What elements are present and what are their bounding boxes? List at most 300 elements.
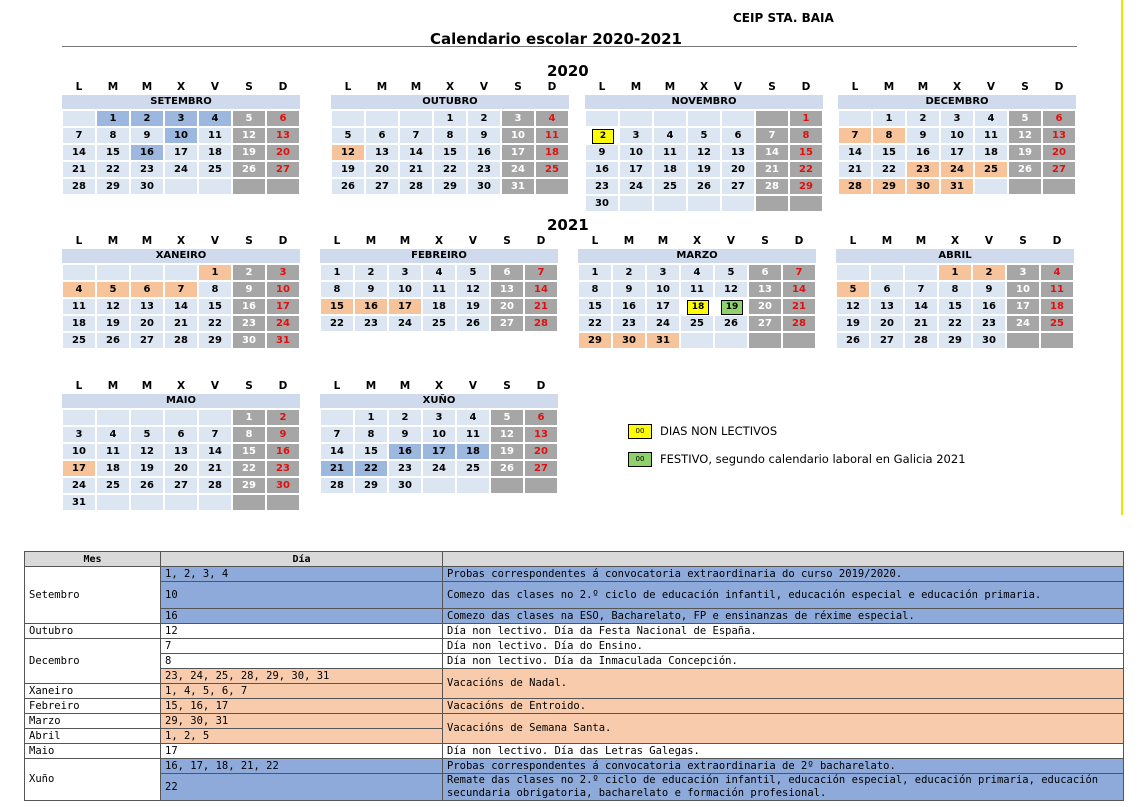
calendar-day: 1 (354, 409, 388, 426)
legend-label-green: FESTIVO, segundo calendario laboral en Galicia 2021 (660, 452, 966, 466)
row-dia: 8 (161, 654, 443, 669)
day-header: X (952, 81, 962, 93)
calendar-day: 1 (320, 264, 354, 281)
calendar-day: 4 (1040, 264, 1074, 281)
calendar-empty-day (524, 477, 558, 494)
calendar-day: 19 (130, 460, 164, 477)
calendar-day: 28 (755, 178, 789, 195)
calendar-day: 3 (646, 264, 680, 281)
calendar-empty-day (422, 477, 456, 494)
calendar-day: 17 (940, 144, 974, 161)
calendar-day: 28 (164, 332, 198, 349)
calendar-day: 5 (714, 264, 748, 281)
calendar-day: 10 (501, 127, 535, 144)
calendar-empty-day (198, 178, 232, 195)
calendar-day: 31 (501, 178, 535, 195)
calendar-day: 31 (940, 178, 974, 195)
calendar-day: 14 (198, 443, 232, 460)
calendar-day: 8 (433, 127, 467, 144)
calendar-empty-day (62, 264, 96, 281)
calendar-day: 21 (164, 315, 198, 332)
non-lectivo-tag: 18 (687, 300, 709, 315)
calendar-day: 15 (354, 443, 388, 460)
calendar-empty-day (755, 195, 789, 212)
calendar-day: 10 (266, 281, 300, 298)
day-header-row (578, 234, 816, 248)
day-header-row (585, 80, 823, 94)
calendar-day: 12 (130, 443, 164, 460)
row-desc: Día non lectivo. Día das Letras Galegas. (443, 744, 1124, 759)
dates-table (24, 551, 1124, 801)
calendar-day: 9 (232, 281, 266, 298)
day-header: S (768, 81, 776, 93)
month-setembro: Setembro (25, 567, 161, 624)
calendar-day: 15 (938, 298, 972, 315)
calendar-day: 16 (232, 298, 266, 315)
calendar-day: 23 (585, 178, 619, 195)
month-name: MARZO (578, 249, 816, 264)
calendar-day: 11 (456, 426, 490, 443)
month-name: XUÑO (320, 394, 558, 409)
calendar-day: 29 (232, 477, 266, 494)
calendar-day: 14 (62, 144, 96, 161)
calendar-day: 19 (490, 443, 524, 460)
calendar-day: 5 (1008, 110, 1042, 127)
calendar-empty-day (198, 409, 232, 426)
calendar-empty-day (714, 332, 748, 349)
calendar-day (680, 298, 714, 315)
calendar-day: 26 (130, 477, 164, 494)
calendar-empty-day (365, 110, 399, 127)
calendar-empty-day (838, 110, 872, 127)
calendar-empty-day (789, 195, 823, 212)
calendar-day: 4 (96, 426, 130, 443)
calendar-day: 13 (524, 426, 558, 443)
row-dia: 1, 4, 5, 6, 7 (161, 684, 443, 699)
calendar-empty-day (164, 409, 198, 426)
calendar-empty-day (680, 332, 714, 349)
calendar-day: 28 (198, 477, 232, 494)
calendar-day: 29 (872, 178, 906, 195)
day-header: L (849, 235, 857, 247)
calendar-day: 18 (198, 144, 232, 161)
calendar-day: 24 (422, 460, 456, 477)
calendar-day: 21 (782, 298, 816, 315)
day-header: V (984, 235, 994, 247)
calendar-day: 19 (836, 315, 870, 332)
calendar-day: 25 (456, 460, 490, 477)
calendar-day: 18 (974, 144, 1008, 161)
day-header: L (75, 380, 83, 392)
calendar-day: 27 (266, 161, 300, 178)
calendar-day: 23 (467, 161, 501, 178)
calendar-empty-day (748, 332, 782, 349)
calendar-day: 20 (130, 315, 164, 332)
calendar-day: 20 (365, 161, 399, 178)
day-header: M (399, 235, 411, 247)
calendar-empty-day (266, 494, 300, 511)
calendar-day: 25 (422, 315, 456, 332)
calendar-day: 25 (535, 161, 569, 178)
calendar-day: 19 (1008, 144, 1042, 161)
calendar-empty-day (1042, 178, 1076, 195)
calendar-day: 30 (232, 332, 266, 349)
day-header-row (62, 379, 300, 393)
calendar-day: 13 (721, 144, 755, 161)
calendar-day: 2 (266, 409, 300, 426)
calendar-day: 10 (62, 443, 96, 460)
calendar-day: 6 (1042, 110, 1076, 127)
calendar-empty-day (653, 110, 687, 127)
calendar-day: 18 (456, 443, 490, 460)
legend-swatch-green: 00 (628, 452, 652, 467)
calendar-day: 5 (130, 426, 164, 443)
calendar-empty-day (619, 195, 653, 212)
calendar-day: 16 (612, 298, 646, 315)
calendar-empty-day (130, 494, 164, 511)
day-header: X (176, 235, 186, 247)
month-name: NOVEMBRO (585, 95, 823, 110)
calendar-day: 12 (456, 281, 490, 298)
calendar-day: 24 (266, 315, 300, 332)
calendar-day: 24 (646, 315, 680, 332)
calendar-empty-day (870, 264, 904, 281)
calendar-day: 19 (96, 315, 130, 332)
calendar-day: 19 (456, 298, 490, 315)
calendar-day: 3 (266, 264, 300, 281)
calendar-day: 16 (906, 144, 940, 161)
calendar-empty-day (164, 178, 198, 195)
row-desc: Día non lectivo. Día do Ensino. (443, 639, 1124, 654)
calendar-empty-day (456, 477, 490, 494)
calendar-day: 11 (680, 281, 714, 298)
calendar-day: 7 (164, 281, 198, 298)
calendar-day: 20 (266, 144, 300, 161)
row-desc: Día non lectivo. Día da Inmaculada Concepción. (443, 654, 1124, 669)
day-header: M (107, 81, 119, 93)
calendar-day: 15 (789, 144, 823, 161)
calendar-day: 8 (872, 127, 906, 144)
calendar-empty-day (782, 332, 816, 349)
calendar-day: 17 (62, 460, 96, 477)
calendar-day: 5 (331, 127, 365, 144)
day-header: M (630, 81, 642, 93)
calendar-day: 26 (96, 332, 130, 349)
calendar-day: 3 (619, 127, 653, 144)
calendar-empty-day (653, 195, 687, 212)
calendar-day: 6 (130, 281, 164, 298)
calendar-day: 6 (721, 127, 755, 144)
calendar-day: 24 (619, 178, 653, 195)
calendar-day: 13 (1042, 127, 1076, 144)
calendar-day: 30 (612, 332, 646, 349)
calendar-day: 12 (490, 426, 524, 443)
calendar-day: 21 (399, 161, 433, 178)
calendar-day: 14 (838, 144, 872, 161)
calendar-day: 9 (585, 144, 619, 161)
calendar-day: 30 (388, 477, 422, 494)
calendar-day: 9 (388, 426, 422, 443)
calendar-day: 19 (331, 161, 365, 178)
calendar-day: 30 (585, 195, 619, 212)
day-header: M (881, 235, 893, 247)
month-xuno: Xuño (25, 759, 161, 801)
calendar-day: 17 (388, 298, 422, 315)
calendar-day: 14 (399, 144, 433, 161)
calendar-day: 19 (687, 161, 721, 178)
month-name: SETEMBRO (62, 95, 300, 110)
year-2021: 2021 (547, 216, 589, 234)
calendar-day: 18 (62, 315, 96, 332)
day-header: V (210, 235, 220, 247)
calendar-day: 13 (266, 127, 300, 144)
row-desc: Remate das clases no 2.º ciclo de educación infantil, educación especial, educación primaria, educación secundaria obrigatoria, bacharelato e formación profesional. (443, 774, 1124, 801)
calendar-empty-day (130, 264, 164, 281)
calendar-day: 1 (789, 110, 823, 127)
calendar-day: 9 (266, 426, 300, 443)
calendar-day: 21 (320, 460, 354, 477)
calendar-day: 2 (388, 409, 422, 426)
calendar-empty-day (62, 110, 96, 127)
calendar-day: 12 (331, 144, 365, 161)
calendar-day: 30 (266, 477, 300, 494)
day-header: V (468, 380, 478, 392)
calendar-day: 29 (433, 178, 467, 195)
day-header-row (320, 379, 558, 393)
calendar-day: 6 (870, 281, 904, 298)
calendar-day: 21 (524, 298, 558, 315)
day-header: S (514, 81, 522, 93)
day-header: M (141, 235, 153, 247)
calendar-empty-day (535, 178, 569, 195)
calendar-day: 15 (433, 144, 467, 161)
calendar-day: 27 (164, 477, 198, 494)
calendar-day: 3 (62, 426, 96, 443)
calendar-day: 4 (456, 409, 490, 426)
calendar-empty-day (1006, 332, 1040, 349)
calendar-day: 26 (1008, 161, 1042, 178)
calendar-day: 21 (755, 161, 789, 178)
calendar-day: 31 (266, 332, 300, 349)
calendar-day: 22 (198, 315, 232, 332)
calendar-day: 7 (524, 264, 558, 281)
calendar-day: 13 (130, 298, 164, 315)
calendar-day: 27 (490, 315, 524, 332)
calendar-day: 27 (721, 178, 755, 195)
day-header: L (851, 81, 859, 93)
day-header: V (986, 81, 996, 93)
row-dia: 16 (161, 609, 443, 624)
day-header: D (1054, 81, 1064, 93)
col-header-dia: Día (161, 552, 443, 567)
calendar-day: 10 (940, 127, 974, 144)
day-header-row (836, 234, 1074, 248)
calendar-day: 23 (612, 315, 646, 332)
calendar-day: 21 (838, 161, 872, 178)
calendar-empty-day (164, 494, 198, 511)
calendar-day: 1 (96, 110, 130, 127)
calendar-day: 15 (198, 298, 232, 315)
row-dia: 1, 2, 5 (161, 729, 443, 744)
day-header: D (278, 380, 288, 392)
month-abril: Abril (25, 729, 161, 744)
col-header-desc (443, 552, 1124, 567)
row-desc: Comezo das clases no 2.º ciclo de educación infantil, educación especial e educación primaria. (443, 582, 1124, 609)
calendar-day: 1 (872, 110, 906, 127)
calendar-day: 22 (578, 315, 612, 332)
calendar-day: 1 (938, 264, 972, 281)
calendar-day: 8 (320, 281, 354, 298)
calendar-day: 17 (619, 161, 653, 178)
calendar-day: 24 (940, 161, 974, 178)
row-dia: 12 (161, 624, 443, 639)
month-marzo: Marzo (25, 714, 161, 729)
calendar-day: 18 (1040, 298, 1074, 315)
day-header: M (664, 81, 676, 93)
calendar-day: 7 (782, 264, 816, 281)
calendar-day: 7 (198, 426, 232, 443)
day-header: M (141, 380, 153, 392)
day-header: V (479, 81, 489, 93)
page-title: Calendario escolar 2020-2021 (430, 30, 682, 48)
row-desc: Comezo das clases na ESO, Bacharelato, FP e ensinanzas de réxime especial. (443, 609, 1124, 624)
calendar-day: 17 (1006, 298, 1040, 315)
calendar-day: 10 (164, 127, 198, 144)
calendar-day: 14 (904, 298, 938, 315)
calendar-day: 14 (524, 281, 558, 298)
calendar-day: 9 (612, 281, 646, 298)
calendar-day: 28 (904, 332, 938, 349)
calendar-empty-day (232, 178, 266, 195)
day-header: M (915, 235, 927, 247)
day-header: L (333, 380, 341, 392)
calendar-day: 2 (906, 110, 940, 127)
title-rule (62, 46, 1077, 47)
calendar-day: 1 (232, 409, 266, 426)
day-header: S (503, 235, 511, 247)
row-dia: 22 (161, 774, 443, 801)
calendar-day: 9 (354, 281, 388, 298)
calendar-day: 10 (1006, 281, 1040, 298)
calendar-day: 4 (422, 264, 456, 281)
day-header: L (75, 81, 83, 93)
calendar-day: 25 (96, 477, 130, 494)
calendar-day: 8 (96, 127, 130, 144)
row-desc: Vacacións de Semana Santa. (443, 714, 1124, 744)
calendar-day: 18 (535, 144, 569, 161)
calendar-day: 14 (782, 281, 816, 298)
calendar-day: 6 (490, 264, 524, 281)
calendar-day: 30 (130, 178, 164, 195)
day-header: M (376, 81, 388, 93)
day-header: X (434, 380, 444, 392)
calendar-day: 10 (619, 144, 653, 161)
day-header: X (692, 235, 702, 247)
calendar-day: 9 (130, 127, 164, 144)
festivo-tag: 19 (721, 300, 743, 315)
calendar-day (714, 298, 748, 315)
calendar-day: 25 (1040, 315, 1074, 332)
calendar-day: 23 (232, 315, 266, 332)
calendar-day: 20 (870, 315, 904, 332)
calendar-day: 12 (1008, 127, 1042, 144)
calendar-day: 30 (906, 178, 940, 195)
calendar-day: 29 (354, 477, 388, 494)
calendar-day: 18 (96, 460, 130, 477)
calendar-day: 7 (62, 127, 96, 144)
day-header: V (726, 235, 736, 247)
calendar-day: 29 (96, 178, 130, 195)
calendar-day: 23 (130, 161, 164, 178)
calendar-day: 15 (578, 298, 612, 315)
row-dia: 7 (161, 639, 443, 654)
calendar-day: 15 (232, 443, 266, 460)
day-header: L (598, 81, 606, 93)
calendar-day: 3 (164, 110, 198, 127)
calendar-day: 17 (501, 144, 535, 161)
calendar-day: 24 (388, 315, 422, 332)
calendar-day: 28 (320, 477, 354, 494)
month-name: ABRIL (836, 249, 1074, 264)
calendar-day: 1 (433, 110, 467, 127)
day-header: V (733, 81, 743, 93)
calendar-empty-day (619, 110, 653, 127)
month-xaneiro: Xaneiro (25, 684, 161, 699)
calendar-day: 16 (585, 161, 619, 178)
calendar-day: 11 (653, 144, 687, 161)
margin-line (1121, 0, 1123, 515)
day-header: M (107, 380, 119, 392)
month-name: FEBREIRO (320, 249, 558, 264)
calendar-empty-day (96, 494, 130, 511)
calendar-empty-day (96, 264, 130, 281)
calendar-day: 28 (524, 315, 558, 332)
calendar-day: 4 (680, 264, 714, 281)
calendar-day: 28 (782, 315, 816, 332)
calendar-day: 18 (653, 161, 687, 178)
calendar-day: 3 (422, 409, 456, 426)
calendar-day: 2 (232, 264, 266, 281)
calendar-day: 18 (422, 298, 456, 315)
calendar-day: 6 (748, 264, 782, 281)
calendar-day: 26 (836, 332, 870, 349)
calendar-day: 22 (96, 161, 130, 178)
calendar-empty-day (232, 494, 266, 511)
calendar-day: 6 (524, 409, 558, 426)
row-desc: Día non lectivo. Día da Festa Nacional de España. (443, 624, 1124, 639)
day-header: S (245, 235, 253, 247)
calendar-day: 2 (612, 264, 646, 281)
calendar-day: 8 (198, 281, 232, 298)
month-name: MAIO (62, 394, 300, 409)
calendar-day: 7 (399, 127, 433, 144)
calendar-day: 16 (467, 144, 501, 161)
calendar-day: 12 (687, 144, 721, 161)
day-header: M (107, 235, 119, 247)
calendar-day: 2 (354, 264, 388, 281)
calendar-day: 28 (62, 178, 96, 195)
row-desc: Probas correspondentes á convocatoria extraordinaria do curso 2019/2020. (443, 567, 1124, 582)
calendar-day: 17 (164, 144, 198, 161)
calendar-empty-day (266, 178, 300, 195)
calendar-day: 7 (838, 127, 872, 144)
calendar-empty-day (904, 264, 938, 281)
school-name: CEIP STA. BAIA (733, 11, 834, 25)
month-maio: Maio (25, 744, 161, 759)
calendar-day: 8 (938, 281, 972, 298)
row-dia: 23, 24, 25, 28, 29, 30, 31 (161, 669, 443, 684)
calendar-day: 21 (62, 161, 96, 178)
